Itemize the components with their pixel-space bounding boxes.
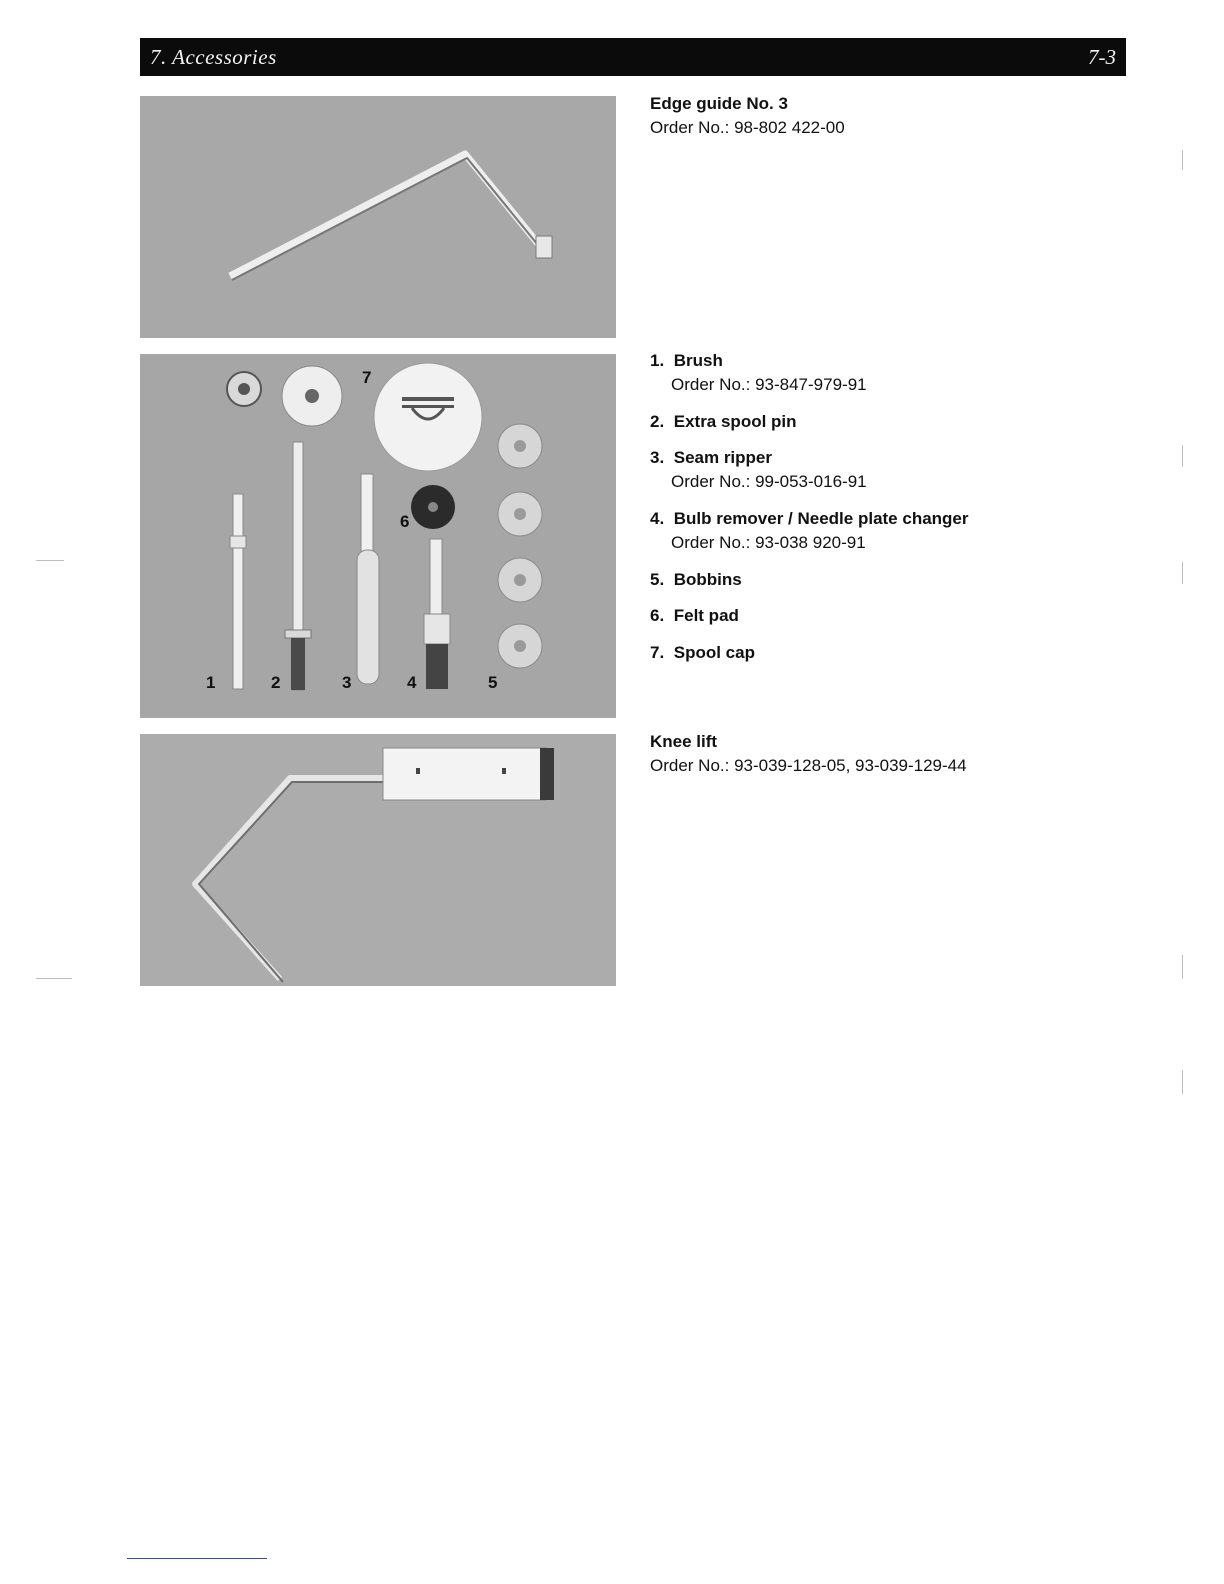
item-number: 7. <box>650 643 665 663</box>
item-name: Brush <box>673 351 723 370</box>
footer-line <box>127 1558 267 1559</box>
scan-artifact <box>1182 150 1183 170</box>
scan-artifact <box>1182 445 1183 467</box>
part-number-5: 5 <box>488 673 498 692</box>
scan-artifact <box>1182 562 1183 584</box>
part-number-1: 1 <box>206 673 216 692</box>
edge-guide-order: Order No.: 98-802 422-00 <box>650 117 845 137</box>
part-number-2: 2 <box>271 673 281 692</box>
item-order: Order No.: 93-038 920-91 <box>671 532 866 552</box>
brush-image <box>233 494 243 689</box>
item-name: Felt pad <box>673 606 739 626</box>
item-order: Order No.: 93-847-979-91 <box>671 374 867 394</box>
list-item <box>650 349 969 397</box>
page-number: 7-3 <box>1088 45 1116 69</box>
edge-guide-photo <box>140 96 616 338</box>
knee-lift-order: Order No.: 93-039-128-05, 93-039-129-44 <box>650 755 967 775</box>
parts-list <box>650 349 969 678</box>
knee-lift-photo <box>140 734 616 986</box>
list-item <box>650 641 969 665</box>
list-item <box>650 604 969 628</box>
knee-lift-title: Knee lift <box>650 732 718 751</box>
scan-artifact <box>36 978 72 979</box>
edge-guide-title: Edge guide No. 3 <box>650 94 788 113</box>
item-name: Spool cap <box>673 643 755 663</box>
scan-artifact <box>1182 1070 1183 1094</box>
item-number: 2. <box>650 411 665 431</box>
item-name: Bobbins <box>673 569 742 589</box>
seam-ripper-image <box>361 474 373 554</box>
bulb-remover-image <box>430 539 442 619</box>
spool-cap-image <box>374 363 482 471</box>
item-number: 4. <box>650 508 665 528</box>
item-order: Order No.: 99-053-016-91 <box>671 472 867 492</box>
accessories-photo <box>140 354 616 718</box>
item-number: 6. <box>650 606 665 626</box>
item-name: Seam ripper <box>673 448 772 468</box>
list-item <box>650 507 969 555</box>
section-header-bar <box>140 38 1126 76</box>
item-number: 5. <box>650 569 665 589</box>
list-item <box>650 410 969 434</box>
item-name: Bulb remover / Needle plate changer <box>673 508 969 528</box>
part-number-6: 6 <box>400 512 410 531</box>
part-number-7: 7 <box>362 368 372 387</box>
part-number-4: 4 <box>407 673 417 692</box>
edge-guide-block <box>650 92 845 140</box>
list-item <box>650 446 969 494</box>
list-item <box>650 568 969 592</box>
item-number: 1. <box>650 351 665 370</box>
item-name: Extra spool pin <box>673 411 797 431</box>
part-number-3: 3 <box>342 673 352 692</box>
scan-artifact <box>1182 955 1183 979</box>
item-number: 3. <box>650 448 665 468</box>
section-title: 7. Accessories <box>150 45 277 69</box>
knee-lift-block <box>650 730 967 778</box>
scan-artifact <box>36 560 64 561</box>
